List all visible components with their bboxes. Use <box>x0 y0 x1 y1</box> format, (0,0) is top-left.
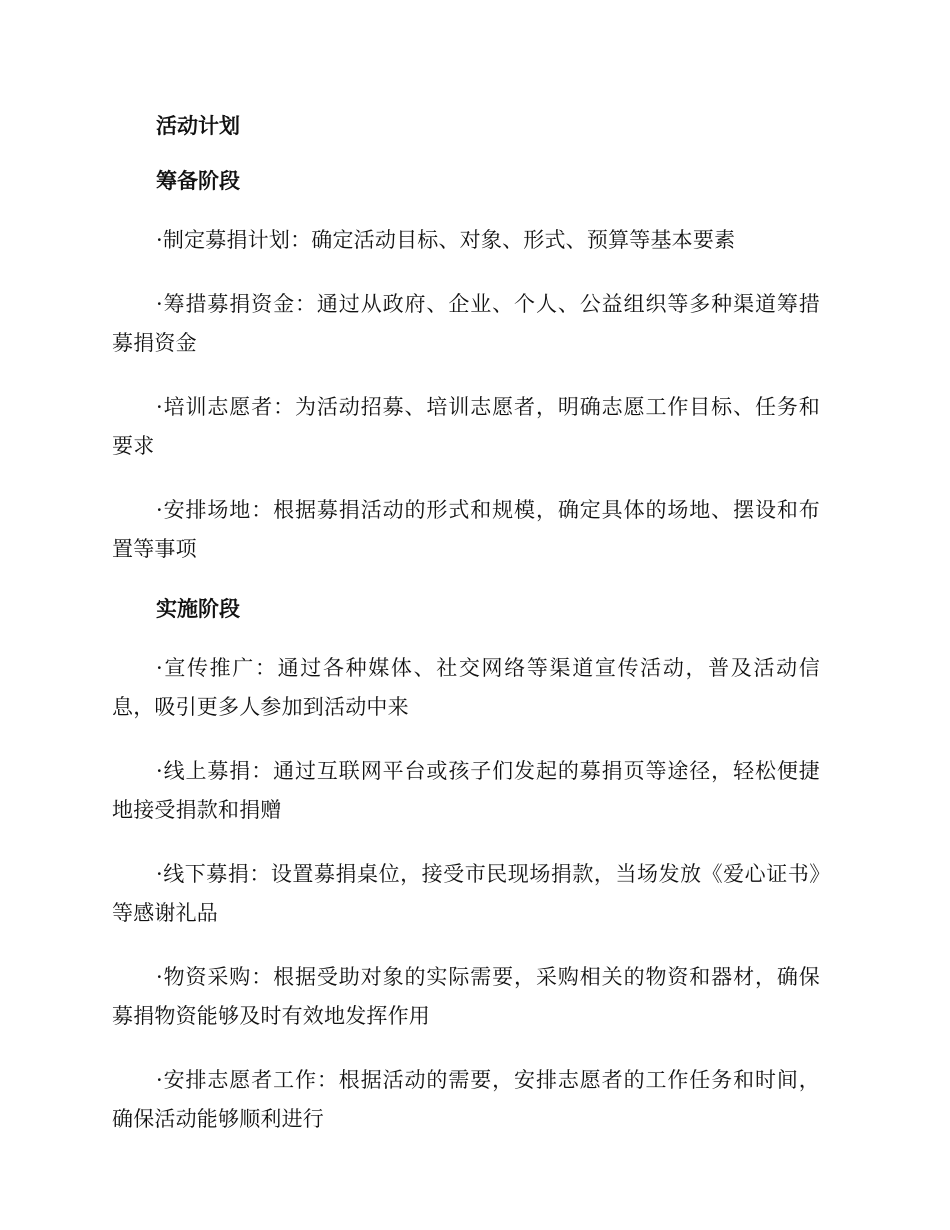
section-heading-implementation: 实施阶段 <box>156 597 240 621</box>
list-item: ·线上募捐：通过互联网平台或孩子们发起的募捐页等途径，轻松便捷地接受捐款和捐赠 <box>112 759 820 822</box>
list-item: ·安排志愿者工作：根据活动的需要，安排志愿者的工作任务和时间，确保活动能够顺利进行 <box>112 1068 820 1131</box>
list-item: ·宣传推广：通过各种媒体、社交网络等渠道宣传活动，普及活动信息，吸引更多人参加到活动中来 <box>112 656 820 719</box>
list-item: ·培训志愿者：为活动招募、培训志愿者，明确志愿工作目标、任务和要求 <box>112 395 820 458</box>
list-item: ·筹措募捐资金：通过从政府、企业、个人、公益组织等多种渠道筹措募捐资金 <box>112 292 820 355</box>
document-title: 活动计划 <box>156 114 240 138</box>
section-heading-preparation: 筹备阶段 <box>156 169 240 193</box>
list-item: ·线下募捐：设置募捐桌位，接受市民现场捐款，当场发放《爱心证书》等感谢礼品 <box>112 862 820 925</box>
list-item: ·制定募捐计划：确定活动目标、对象、形式、预算等基本要素 <box>156 228 736 252</box>
list-item: ·安排场地：根据募捐活动的形式和规模，确定具体的场地、摆设和布置等事项 <box>112 498 820 561</box>
list-item: ·物资采购：根据受助对象的实际需要，采购相关的物资和器材，确保募捐物资能够及时有效地发挥作用 <box>112 965 820 1028</box>
